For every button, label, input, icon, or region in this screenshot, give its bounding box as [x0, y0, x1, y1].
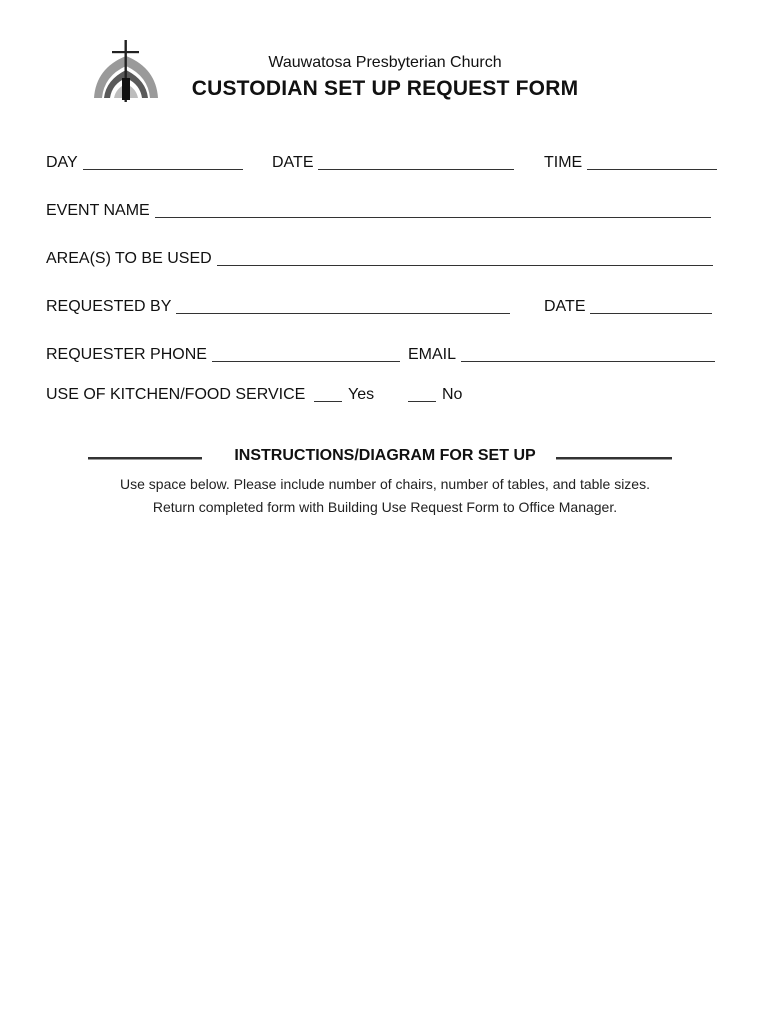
row-day-date-time: [46, 149, 726, 173]
yes-line: [314, 385, 342, 402]
instructions-header: [0, 447, 770, 471]
row-kitchen: [46, 381, 726, 405]
requester-phone-field: [46, 341, 400, 365]
areas-line: [217, 249, 713, 266]
no-line: [408, 385, 436, 402]
day-line: [83, 153, 243, 170]
row-requested-by: [46, 293, 726, 317]
day-label: DAY: [46, 154, 78, 171]
right-rule: [556, 457, 672, 460]
instructions-line-2: Return completed form with Building Use Request Form to Office Manager.: [152, 499, 618, 515]
time-field: [544, 149, 717, 173]
requested-by-label: REQUESTED BY: [46, 298, 172, 315]
row-phone-email: [46, 341, 726, 365]
row-event-name: [46, 197, 726, 221]
date-label: DATE: [272, 154, 314, 171]
no-label: No: [442, 386, 463, 403]
kitchen-label: USE OF KITCHEN/FOOD SERVICE: [46, 386, 306, 403]
row-areas: [46, 245, 726, 269]
requested-by-line: [176, 297, 510, 314]
email-label: EMAIL: [408, 346, 457, 363]
requester-phone-line: [212, 345, 400, 362]
request-date-line: [590, 297, 712, 314]
church-name: Wauwatosa Presbyterian Church: [268, 54, 502, 71]
event-name-field: [46, 197, 711, 221]
instructions-line-1: Use space below. Please include number of chairs, number of tables, and table sizes.: [120, 476, 650, 492]
requester-phone-label: REQUESTER PHONE: [46, 346, 207, 363]
time-line: [587, 153, 717, 170]
kitchen-field: [46, 381, 305, 405]
request-date-field: [544, 293, 712, 317]
kitchen-no-option: [408, 381, 462, 405]
event-name-line: [155, 201, 711, 218]
form-title: CUSTODIAN SET UP REQUEST FORM: [191, 77, 579, 100]
areas-label: AREA(S) TO BE USED: [46, 250, 212, 267]
event-name-label: EVENT NAME: [46, 202, 150, 219]
email-line: [461, 345, 715, 362]
date-field: [272, 149, 514, 173]
day-field: [46, 149, 243, 173]
instructions-title: INSTRUCTIONS/DIAGRAM FOR SET UP: [234, 447, 536, 464]
time-label: TIME: [544, 154, 583, 171]
date-line: [318, 153, 514, 170]
kitchen-yes-option: [314, 381, 374, 405]
areas-field: [46, 245, 713, 269]
email-field: [408, 341, 715, 365]
request-date-label: DATE: [544, 298, 586, 315]
yes-label: Yes: [348, 386, 375, 403]
requested-by-field: [46, 293, 510, 317]
